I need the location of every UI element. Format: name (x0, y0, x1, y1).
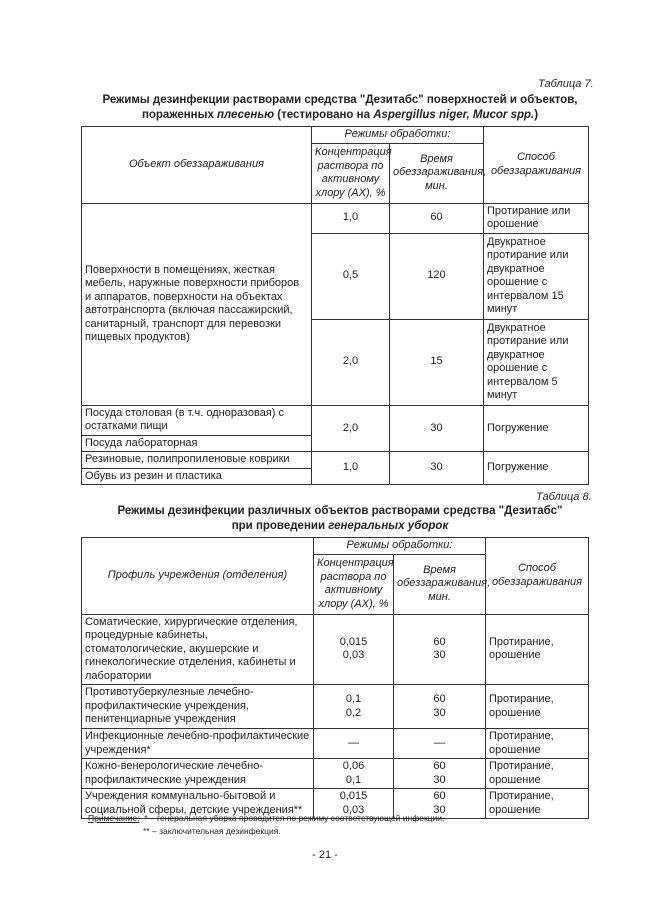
table7-row1-conc1: 1,0 (312, 203, 390, 233)
table7-header-concentration: Концентрация раствора по активному хлору (АХ), % (312, 143, 390, 203)
table7-row2-method: Погружение (484, 405, 589, 452)
table8-row1-conc: 0,015 0,03 (314, 614, 394, 685)
table8-header-modes: Режимы обработки: (314, 538, 486, 555)
table8-row1-profile: Соматические, хирургические отделения, процедурные кабинеты, стоматологические, акушерские и гинекологические отделения, кабинеты и лаборатории (82, 614, 314, 685)
footnote-label: Примечание: (88, 813, 140, 823)
table8-row2-method: Протирание, орошение (486, 685, 589, 729)
table8-row5-method: Протирание, орошение (486, 789, 589, 819)
table8-row3-time: — (394, 729, 486, 759)
table7-row1-object: Поверхности в помещениях, жесткая мебель, наружные поверхности приборов и аппаратов, поверхности на объектах автотранспорта (включая пассажирский, санитарный, транспорт для перевозки пищевых продуктов) (82, 203, 312, 405)
table7-row1-method2: Двукратное протирание или двукратное орошение с интервалом 15 минут (484, 233, 589, 319)
table8-header-profile: Профиль учреждения (отделения) (82, 538, 314, 615)
table7 (81, 126, 589, 485)
table8-row5-time: 60 30 (394, 789, 486, 819)
table7-row2-object: Посуда столовая (в т.ч. одноразовая) с остатками пищи (82, 405, 312, 435)
table8-title-line1: Режимы дезинфекции различных объектов растворами средства "Дезитабс" (117, 505, 563, 517)
table7-row3-object: Резиновые, полипропиленовые коврики (82, 452, 312, 469)
table8-header-method: Способ обеззараживания (486, 538, 589, 615)
table7-row1-time3: 15 (390, 319, 484, 405)
table8 (81, 537, 589, 819)
table8-row3-profile: Инфекционные лечебно-профилактические учреждения* (82, 729, 314, 759)
table7-row1-method3: Двукратное протирание или двукратное орошение с интервалом 5 минут (484, 319, 589, 405)
table7-title-line1: Режимы дезинфекции растворами средства "Дезитабс" поверхностей и объектов, (102, 94, 578, 106)
table8-row2-time: 60 30 (394, 685, 486, 729)
page-number: - 21 - (312, 849, 338, 861)
table7-header-modes: Режимы обработки: (312, 127, 484, 144)
table8-row3-conc: — (314, 729, 394, 759)
table8-row3-method: Протирание, орошение (486, 729, 589, 759)
table8-row1-method: Протирание, орошение (486, 614, 589, 685)
table8-row5-profile: Учреждения коммунально-бытовой и социальной сферы, детские учреждения** (82, 789, 314, 819)
table7-row3-time: 30 (390, 452, 484, 485)
table7-row1-conc3: 2,0 (312, 319, 390, 405)
table7-header-object: Объект обеззараживания (82, 127, 312, 204)
table7-header-time: Время обеззараживания, мин. (390, 143, 484, 203)
table7-header-method: Способ обеззараживания (484, 127, 589, 204)
table8-row4-conc: 0,06 0,1 (314, 759, 394, 789)
table7-row2-conc: 2,0 (312, 405, 390, 452)
table7-row2-object2: Посуда лабораторная (82, 435, 312, 452)
table8-row4-time: 60 30 (394, 759, 486, 789)
table7-row1-time1: 60 (390, 203, 484, 233)
table7-title (60, 93, 620, 123)
table7-row1-method1: Протирание или орошение (484, 203, 589, 233)
table8-row2-conc: 0,1 0,2 (314, 685, 394, 729)
table7-row1-time2: 120 (390, 233, 484, 319)
table8-header-time: Время обеззараживания, мин. (394, 554, 486, 614)
table8-row2-profile: Противотуберкулезные лечебно-профилактические учреждения, пенитенциарные учреждения (82, 685, 314, 729)
table8-row1-time: 60 30 (394, 614, 486, 685)
table7-row2-time: 30 (390, 405, 484, 452)
table8-title (60, 504, 620, 534)
table7-caption: Таблица 7. (538, 78, 594, 90)
footnote-line1: * – генеральная уборка проводится по режиму соответствующей инфекции, (144, 813, 445, 823)
table8-row4-method: Протирание, орошение (486, 759, 589, 789)
table7-title-line2: пораженных плесенью (тестировано на Aspergillus niger, Mucor spp.) (141, 109, 539, 121)
footnote (88, 812, 444, 838)
table8-row4-profile: Кожно-венерологические лечебно-профилактические учреждения (82, 759, 314, 789)
footnote-line2: ** – заключительная дезинфекция. (143, 826, 281, 836)
table7-row3-object2: Обувь из резин и пластика (82, 468, 312, 485)
table8-caption: Таблица 8. (536, 491, 592, 503)
table8-header-concentration: Концентрация раствора по активному хлору (АХ), % (314, 554, 394, 614)
table7-row3-conc: 1,0 (312, 452, 390, 485)
table8-title-line2: при проведении генеральных уборок (231, 520, 449, 532)
table8-row5-conc: 0,015 0,03 (314, 789, 394, 819)
table7-row1-conc2: 0,5 (312, 233, 390, 319)
table7-row3-method: Погружение (484, 452, 589, 485)
